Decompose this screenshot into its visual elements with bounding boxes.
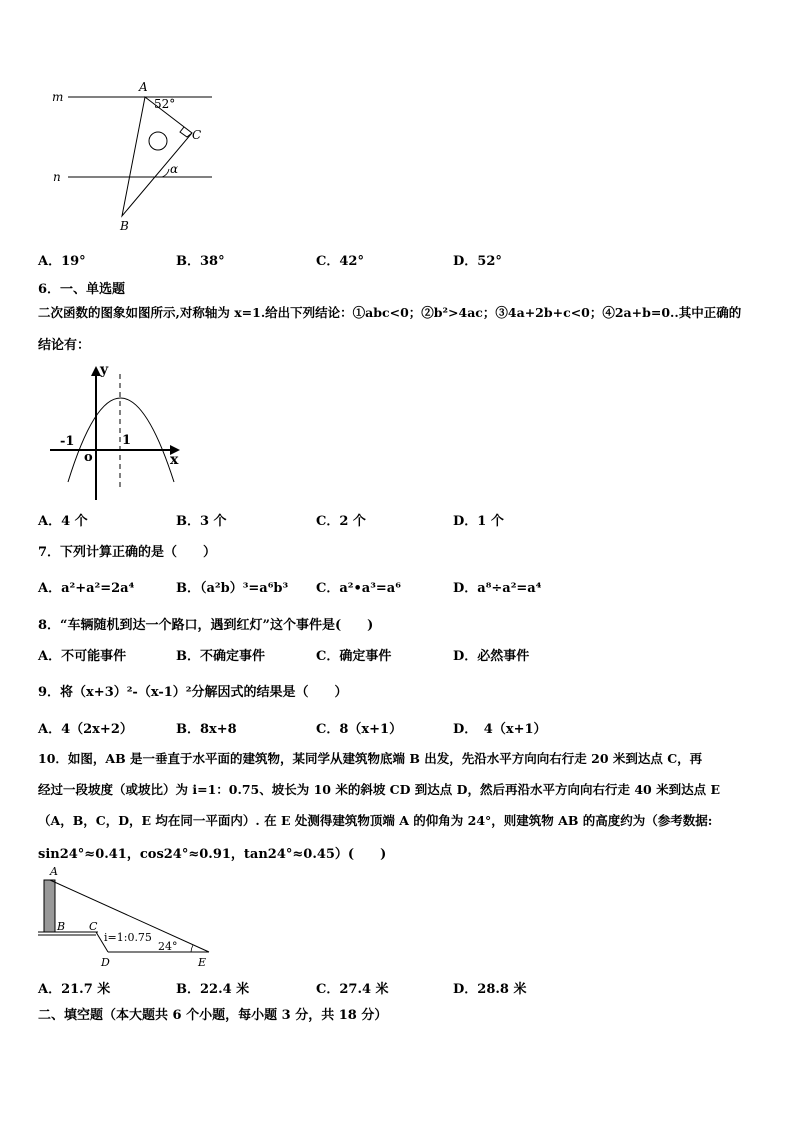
q10-line3: （A，B，C，D，E 均在同一平面内）. 在 E 处测得建筑物顶端 A 的仰角为 24°，则建筑物 AB 的高度约为（参考数据:	[38, 813, 713, 828]
q9-stem: 9．将（x+3）²-（x-1）²分解因式的结果是（ ）	[38, 685, 348, 700]
label-b: B	[120, 219, 129, 233]
label-a: A	[50, 865, 58, 878]
q9-option-d[interactable]: D． 4（x+1）	[453, 722, 547, 737]
q6-line2: 结论有：	[38, 338, 91, 353]
q7-option-c[interactable]: C．a²•a³=a⁶	[316, 581, 401, 596]
q5-option-b[interactable]: B．38°	[176, 254, 225, 269]
label-y: y	[100, 362, 109, 378]
q7-option-a[interactable]: A．a²+a²=2a⁴	[38, 581, 135, 596]
q6-option-d[interactable]: D．1 个	[453, 514, 504, 529]
q6-option-b[interactable]: B．3 个	[176, 514, 227, 529]
q9-option-c[interactable]: C．8（x+1）	[316, 722, 403, 737]
slope-label: i=1:0.75	[104, 931, 152, 944]
label-alpha: α	[170, 162, 179, 176]
label-c: C	[192, 128, 202, 142]
q8-stem: 8．“车辆随机到达一个路口，遇到红灯”这个事件是( )	[38, 618, 374, 633]
q8-option-d[interactable]: D．必然事件	[453, 649, 530, 664]
q5-figure	[40, 78, 220, 238]
q7-stem: 7．下列计算正确的是（ ）	[38, 545, 217, 560]
label-origin: o	[84, 450, 93, 465]
q10-line1: 10．如图，AB 是一垂直于水平面的建筑物，某同学从建筑物底端 B 出发，先沿水平方向向右行走 20 米到达点 C，再	[38, 751, 703, 766]
label-n: n	[53, 170, 61, 184]
label-e: E	[198, 956, 207, 969]
q10-option-a[interactable]: A．21.7 米	[38, 982, 111, 997]
q6-option-a[interactable]: A．4 个	[38, 514, 88, 529]
q10-line4: sin24°≈0.41，cos24°≈0.91，tan24°≈0.45）( )	[38, 847, 387, 862]
label-x: x	[170, 452, 179, 468]
label-b: B	[57, 920, 66, 933]
q6-option-c[interactable]: C．2 个	[316, 514, 366, 529]
q10-option-c[interactable]: C．27.4 米	[316, 982, 389, 997]
label-d: D	[101, 956, 110, 969]
angle-52: 52°	[154, 97, 176, 111]
q10-line2: 经过一段坡度（或坡比）为 i=1：0.75、坡长为 10 米的斜坡 CD 到达点 D，然后再沿水平方向向右行走 40 米到达点 E	[38, 782, 720, 797]
angle-arc-e	[191, 945, 193, 952]
label-neg-one: -1	[60, 434, 75, 449]
building-ab	[44, 880, 55, 932]
q8-option-a[interactable]: A．不可能事件	[38, 649, 127, 664]
label-m: m	[52, 90, 64, 104]
q8-option-c[interactable]: C．确定事件	[316, 649, 392, 664]
q6-parabola-figure	[46, 360, 196, 505]
q5-option-a[interactable]: A．19°	[38, 254, 86, 269]
section2-heading: 二、填空题（本大题共 6 个小题，每小题 3 分，共 18 分）	[38, 1008, 388, 1023]
label-c: C	[89, 920, 98, 933]
q10-option-d[interactable]: D．28.8 米	[453, 982, 527, 997]
q9-option-a[interactable]: A．4（2x+2）	[38, 722, 133, 737]
circle-hole	[149, 132, 167, 150]
q5-option-d[interactable]: D．52°	[453, 254, 502, 269]
triangle-abc	[122, 97, 192, 216]
alpha-arc	[162, 169, 169, 177]
parabola-curve	[68, 398, 174, 482]
label-one: 1	[122, 433, 132, 448]
q7-option-b[interactable]: B．（a²b）³=a⁶b³	[176, 581, 289, 596]
q6-header: 6．一、单选题	[38, 282, 126, 297]
q10-building-figure	[36, 864, 216, 972]
q8-option-b[interactable]: B．不确定事件	[176, 649, 265, 664]
q9-option-b[interactable]: B．8x+8	[176, 722, 237, 737]
angle-24: 24°	[158, 940, 178, 953]
q7-option-d[interactable]: D．a⁸÷a²=a⁴	[453, 581, 542, 596]
q10-option-b[interactable]: B．22.4 米	[176, 982, 250, 997]
q6-line1: 二次函数的图象如图所示,对称轴为 x=1.给出下列结论：①abc<0；②b²>4ac；③4a+2b+c<0；④2a+b=0..其中正确的	[38, 305, 742, 320]
q5-option-c[interactable]: C．42°	[316, 254, 364, 269]
label-a: A	[139, 80, 148, 94]
